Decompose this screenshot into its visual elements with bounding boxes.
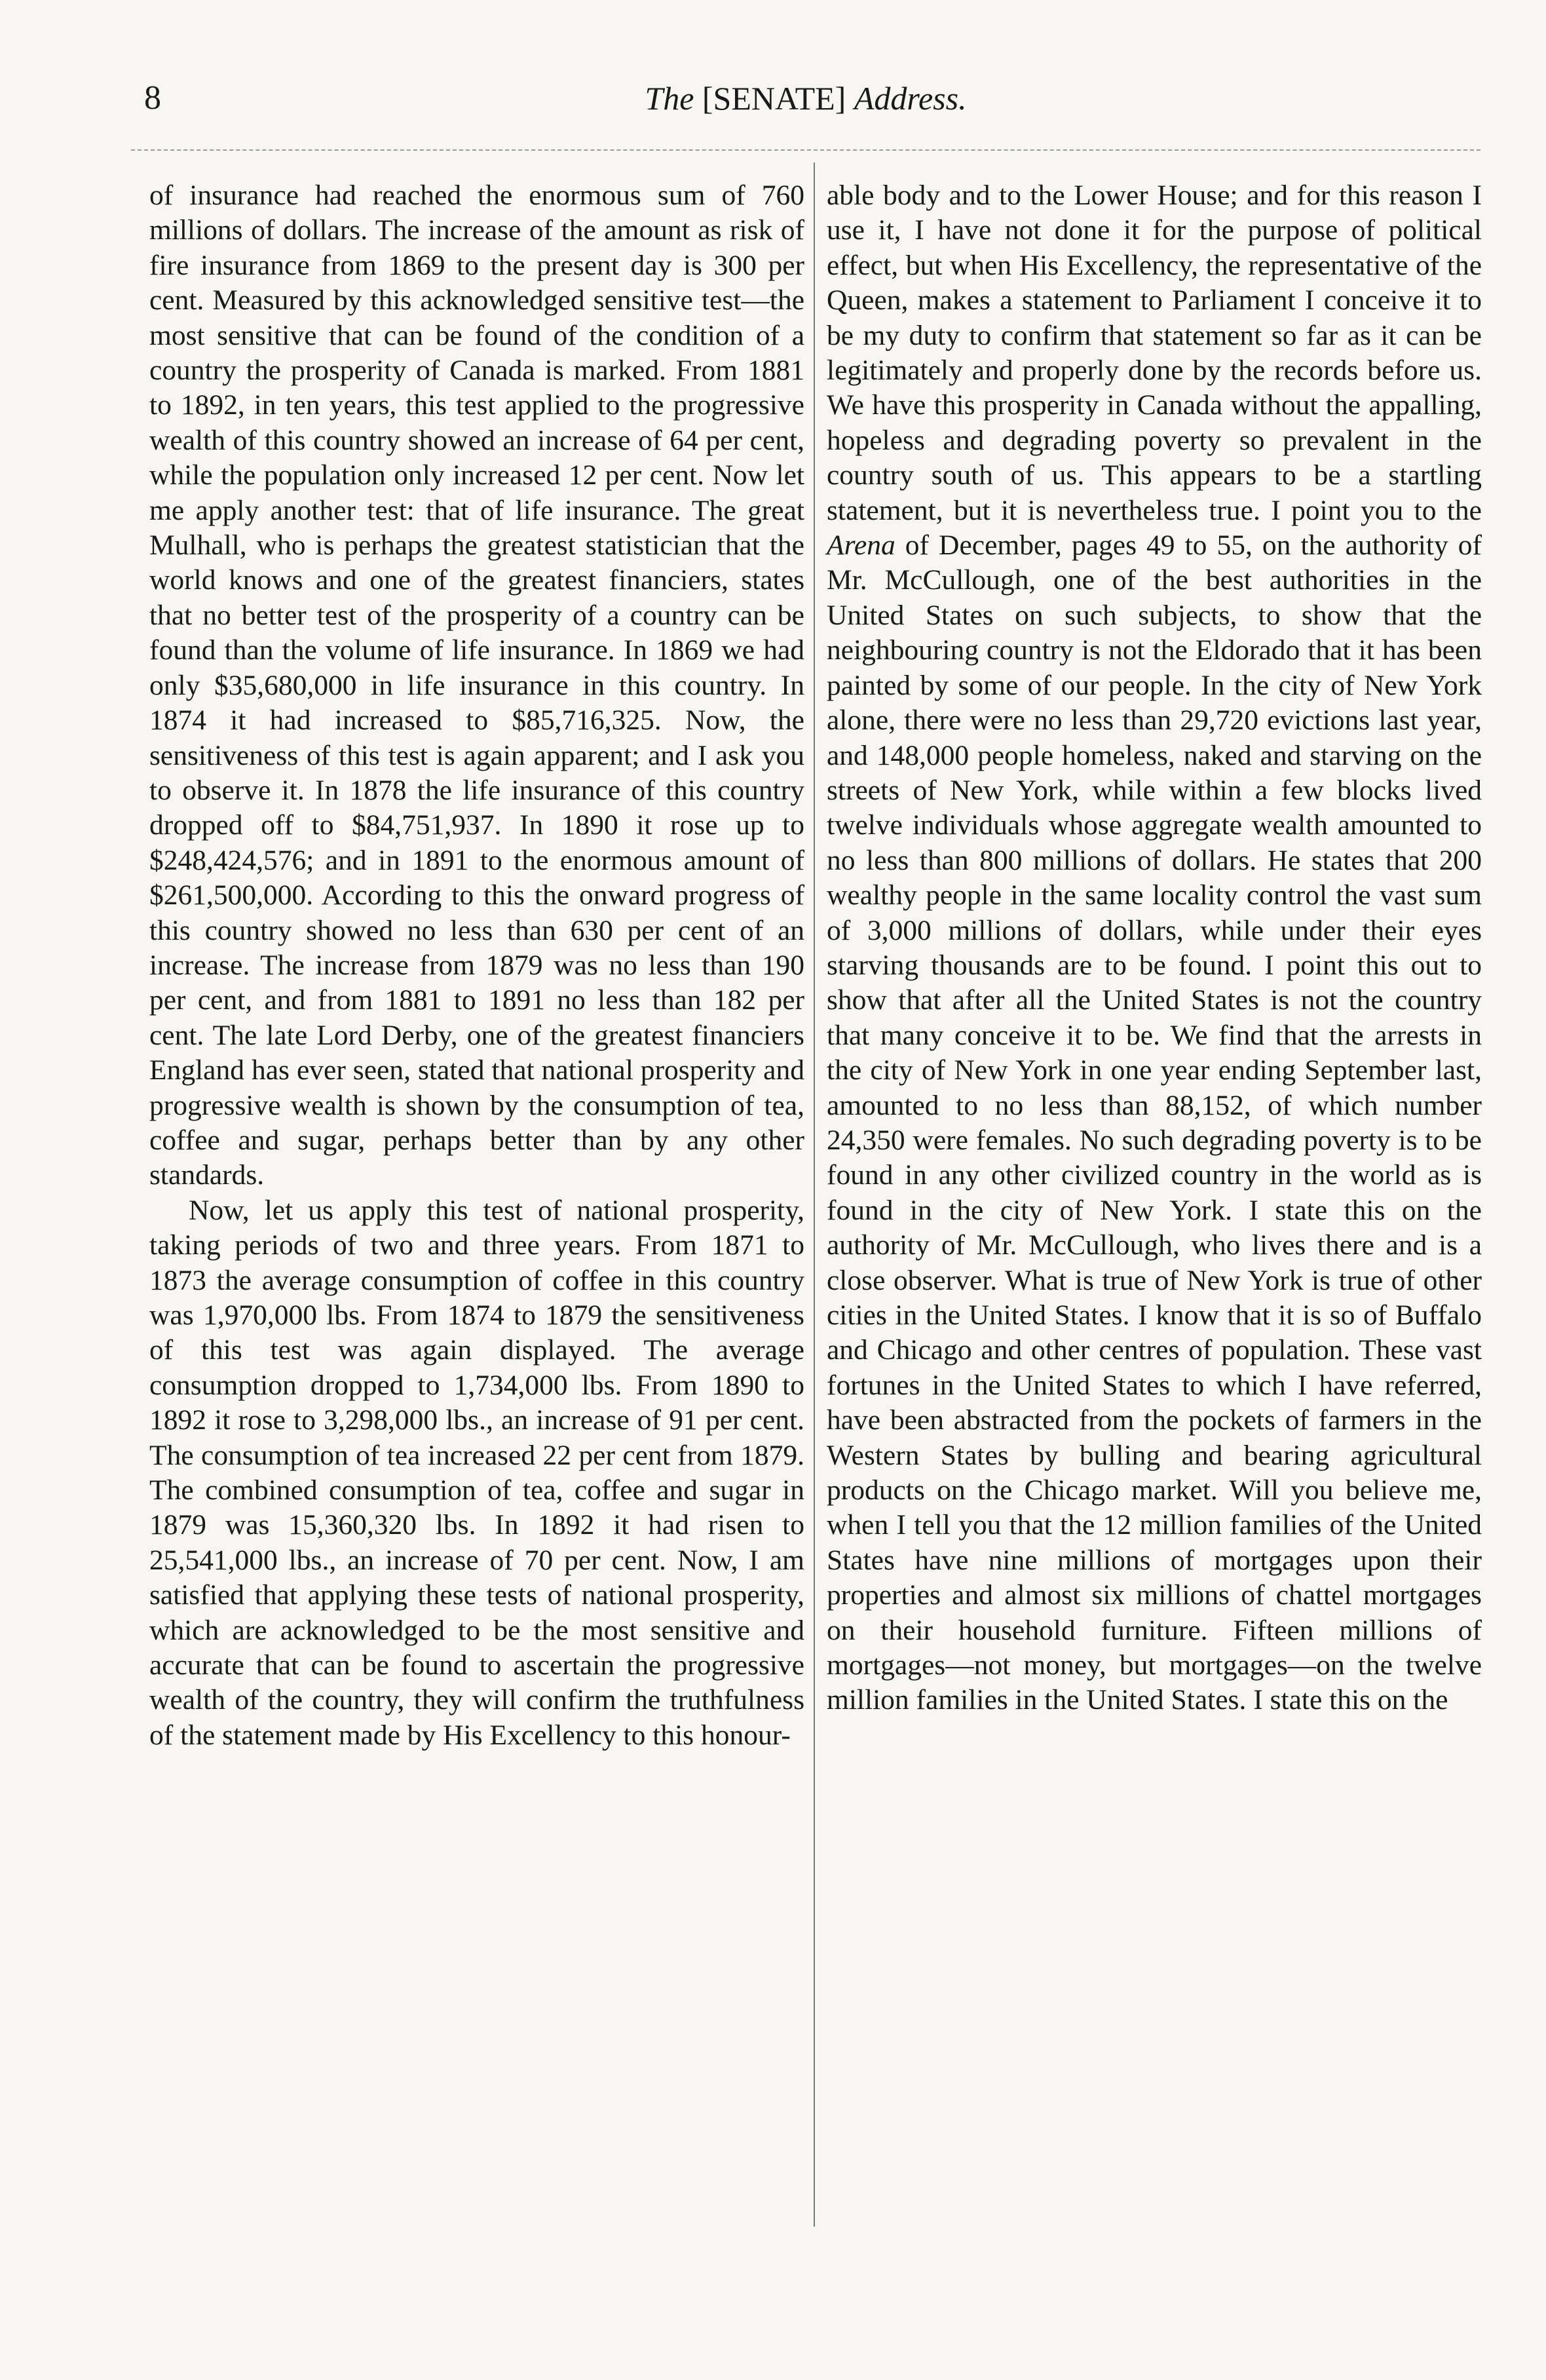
left-paragraph-1: of insurance had reached the enormous sum of 760 millions of dollars. The increase of the amount as risk of fire insurance from 1869 to the present day is 300 per cent. Measured by this acknowledged sensitive test—the most sensitive that can be found of the condition of a country the prosperity of Canada is marked. From 1881 to 1892, in ten years, this test applied to the progressive wealth of this country showed an increase of 64 per cent, while the population only increased 12 per cent. Now let me apply another test: that of life insurance. The great Mulhall, who is perhaps the greatest statistician that the world knows and one of the greatest financiers, states that no better test of the prosperity of a country can be found than the volume of life insurance. In 1869 we had only $35,680,000 in life insurance in this country. In 1874 it had increased to $85,716,325. Now, the sensitiveness of this test is again apparent; and I ask you to observe it. In 1878 the life insurance of this country dropped off to $84,751,937. In 1890 it rose up to $248,424,576; and in 1891 to the enormous amount of $261,500,000. According to this the onward progress of this country showed no less than 630 per cent of an increase. The increase from 1879 was no less than 190 per cent, and from 1881 to 1891 no less than 182 per cent. The late Lord Derby, one of the greatest financiers England has ever seen, stated that national prosperity and progressive wealth is shown by the consumption of tea, coffee and sugar, perhaps better than by any other standards. <box>149 180 804 1191</box>
running-title-address: Address. <box>854 80 967 117</box>
left-paragraph-2: Now, let us apply this test of national prosperity, taking periods of two and three years. From 1871 to 1873 the average consumption of coffee in this country was 1,970,000 lbs. From 1874 to 1879 the sensitiveness of this test was again displayed. The average consumption dropped to 1,734,000 lbs. From 1890 to 1892 it rose to 3,298,000 lbs., an increase of 91 per cent. The consumption of tea increased 22 per cent from 1879. The combined consumption of tea, coffee and sugar in 1879 was 15,360,320 lbs. In 1892 it had risen to 25,541,000 lbs., an increase of 70 per cent. Now, I am satisfied that applying these tests of national prosperity, which are acknowledged to be the most sensitive and accurate that can be found to ascertain the progressive wealth of the country, they will confirm the truthfulness of the statement made by His Excellency to this honour- <box>149 1194 804 1751</box>
running-title-senate: [SENATE] <box>702 80 846 117</box>
right-column <box>827 178 1482 1718</box>
running-title-the: The <box>645 80 694 117</box>
page-header <box>131 72 1480 125</box>
right-paragraph-1 <box>827 178 1482 1718</box>
left-column <box>149 178 804 1753</box>
page-number: 8 <box>144 79 161 117</box>
right-text-after-arena: of December, pages 49 to 55, on the authority of Mr. McCullough, one of the best authorities in the United States on such subjects, to show that the neighbouring country is not the Eldorado that it has been painted by some of our people. In the city of New York alone, there were no less than 29,720 evictions last year, and 148,000 people homeless, naked and starving on the streets of New York, while within a few blocks lived twelve individuals whose aggregate wealth amounted to no less than 800 millions of dollars. He states that 200 wealthy people in the same locality control the vast sum of 3,000 millions of dollars, while under their eyes starving thousands are to be found. I point this out to show that after all the United States is not the country that many conceive it to be. We find that the arrests in the city of New York in one year ending September last, amounted to no less than 88,152, of which number 24,350 were females. No such degrading poverty is to be found in any other civilized country in the world as is found in the city of New York. I state this on the authority of Mr. McCullough, who lives there and is a close observer. What is true of New York is true of other cities in the United States. I know that it is so of Buffalo and Chicago and other centres of population. These vast fortunes in the United States to which I have referred, have been abstracted from the pockets of farmers in the Western States by bulling and bearing agricultural products on the Chicago market. Will you believe me, when I tell you that the 12 million families of the United States have nine millions of mortgages upon their properties and almost six millions of chattel mortgages on their household furniture. Fifteen millions of mortgages—not money, but mortgages—on the twelve million families in the United States. I state this on the <box>827 529 1482 1716</box>
arena-title: Arena <box>827 529 896 562</box>
running-title <box>131 72 1480 125</box>
right-text-before-arena: able body and to the Lower House; and for this reason I use it, I have not done it for the purpose of political effect, but when His Excellency, the representative of the Queen, makes a statement to Parliament I conceive it to be my duty to confirm that statement so far as it can be legitimately and properly done by the records before us. We have this prosperity in Canada without the appalling, hopeless and degrading poverty so prevalent in the country south of us. This appears to be a startling statement, but it is nevertheless true. I point you to the <box>827 180 1482 526</box>
header-rule <box>131 149 1480 151</box>
column-divider <box>814 163 815 2227</box>
